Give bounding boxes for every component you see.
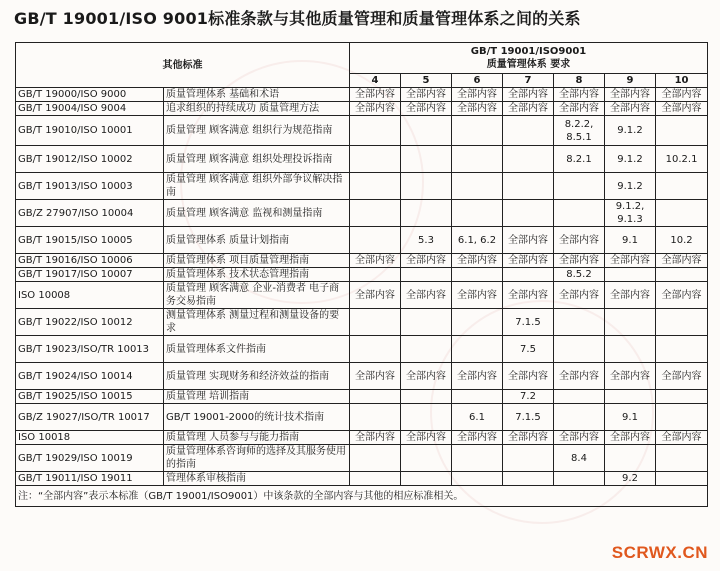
standard-code: GB/T 19025/ISO 10015 <box>16 390 164 404</box>
clause-cell <box>350 227 401 254</box>
clause-cell: 全部内容 <box>350 363 401 390</box>
table-row <box>16 404 708 431</box>
clause-cell: 全部内容 <box>605 88 656 102</box>
clause-cell: 全部内容 <box>503 363 554 390</box>
table-row <box>16 116 708 146</box>
standard-code: GB/T 19029/ISO 10019 <box>16 445 164 472</box>
clause-cell: 全部内容 <box>656 282 708 309</box>
clause-cell <box>452 309 503 336</box>
clause-cell: 10.2 <box>656 227 708 254</box>
clause-cell: 全部内容 <box>605 254 656 268</box>
clause-cell <box>554 309 605 336</box>
clause-cell: 全部内容 <box>554 254 605 268</box>
clause-cell <box>452 472 503 486</box>
clause-cell <box>401 309 452 336</box>
clause-cell <box>350 404 401 431</box>
standard-name: 追求组织的持续成功 质量管理方法 <box>164 102 350 116</box>
clause-cell <box>656 173 708 200</box>
clause-cell: 9.2 <box>605 472 656 486</box>
standard-code: GB/T 19022/ISO 10012 <box>16 309 164 336</box>
clause-cell: 全部内容 <box>452 254 503 268</box>
standard-code: GB/T 19024/ISO 10014 <box>16 363 164 390</box>
clause-cell: 全部内容 <box>401 254 452 268</box>
clause-cell <box>503 200 554 227</box>
standard-code: GB/T 19017/ISO 10007 <box>16 268 164 282</box>
clause-cell <box>503 116 554 146</box>
clause-cell <box>401 445 452 472</box>
clause-cell: 7.1.5 <box>503 404 554 431</box>
clause-cell: 全部内容 <box>554 227 605 254</box>
clause-cell: 9.1.2, 9.1.3 <box>605 200 656 227</box>
clause-cell <box>452 200 503 227</box>
clause-cell: 全部内容 <box>554 102 605 116</box>
other-standard-header: 其他标准 <box>16 43 350 88</box>
clause-cell <box>656 404 708 431</box>
clause-cell <box>656 336 708 363</box>
standard-name: 质量管理 人员参与与能力指南 <box>164 431 350 445</box>
clause-cell <box>656 200 708 227</box>
clause-cell <box>350 336 401 363</box>
table-row <box>16 431 708 445</box>
clause-cell: 8.4 <box>554 445 605 472</box>
table-row <box>16 254 708 268</box>
clause-cell <box>350 309 401 336</box>
clause-cell <box>350 173 401 200</box>
clause-cell: 全部内容 <box>605 102 656 116</box>
standard-code: GB/T 19000/ISO 9000 <box>16 88 164 102</box>
clause-cell <box>350 268 401 282</box>
clause-cell: 全部内容 <box>401 363 452 390</box>
clause-cell <box>605 445 656 472</box>
clause-cell <box>656 390 708 404</box>
clause-cell: 全部内容 <box>503 431 554 445</box>
clause-cell <box>452 390 503 404</box>
clause-cell <box>554 390 605 404</box>
clause-header-8: 8 <box>554 74 605 88</box>
standard-code: GB/T 19004/ISO 9004 <box>16 102 164 116</box>
clause-header-4: 4 <box>350 74 401 88</box>
clause-cell: 全部内容 <box>503 102 554 116</box>
clause-cell <box>401 173 452 200</box>
clause-cell: 8.5.2 <box>554 268 605 282</box>
clause-cell: 7.5 <box>503 336 554 363</box>
clause-cell <box>503 268 554 282</box>
clause-cell <box>656 445 708 472</box>
clause-cell: 全部内容 <box>350 254 401 268</box>
clause-cell <box>452 146 503 173</box>
clause-cell: 全部内容 <box>554 88 605 102</box>
clause-cell <box>401 268 452 282</box>
clause-cell <box>401 200 452 227</box>
standard-name: 质量管理 实现财务和经济效益的指南 <box>164 363 350 390</box>
standard-name: 质量管理体系 技术状态管理指南 <box>164 268 350 282</box>
clause-cell <box>350 200 401 227</box>
clause-cell: 全部内容 <box>452 88 503 102</box>
clause-cell <box>452 173 503 200</box>
clause-cell: 全部内容 <box>452 363 503 390</box>
standard-code: GB/T 19010/ISO 10001 <box>16 116 164 146</box>
standards-table <box>15 42 708 507</box>
clause-cell <box>503 146 554 173</box>
clause-cell <box>503 173 554 200</box>
table-row <box>16 390 708 404</box>
clause-cell: 9.1.2 <box>605 173 656 200</box>
clause-cell <box>350 472 401 486</box>
clause-cell <box>554 173 605 200</box>
standard-name: 质量管理体系 质量计划指南 <box>164 227 350 254</box>
clause-cell <box>605 390 656 404</box>
clause-cell <box>401 472 452 486</box>
clause-cell <box>452 336 503 363</box>
table-row <box>16 363 708 390</box>
clause-cell: 5.3 <box>401 227 452 254</box>
clause-cell: 全部内容 <box>401 102 452 116</box>
clause-cell <box>452 268 503 282</box>
standard-code: GB/Z 27907/ISO 10004 <box>16 200 164 227</box>
clause-cell: 全部内容 <box>656 363 708 390</box>
clause-header-7: 7 <box>503 74 554 88</box>
clause-cell: 9.1 <box>605 404 656 431</box>
clause-cell: 9.1 <box>605 227 656 254</box>
clause-cell <box>554 472 605 486</box>
clause-cell: 全部内容 <box>554 282 605 309</box>
clause-cell <box>452 116 503 146</box>
clause-cell: 全部内容 <box>350 88 401 102</box>
standard-name: 质量管理体系咨询师的选择及其服务使用的指南 <box>164 445 350 472</box>
clause-cell: 9.1.2 <box>605 146 656 173</box>
standard-code: GB/T 19023/ISO/TR 10013 <box>16 336 164 363</box>
standard-name: 质量管理 培训指南 <box>164 390 350 404</box>
clause-cell <box>554 200 605 227</box>
standard-code: GB/T 19013/ISO 10003 <box>16 173 164 200</box>
table-row <box>16 268 708 282</box>
clause-cell: 7.1.5 <box>503 309 554 336</box>
standard-name: 质量管理体系 项目质量管理指南 <box>164 254 350 268</box>
clause-cell: 全部内容 <box>401 88 452 102</box>
table-row <box>16 445 708 472</box>
clause-cell: 全部内容 <box>605 431 656 445</box>
table-row <box>16 227 708 254</box>
clause-cell: 全部内容 <box>452 431 503 445</box>
clause-cell <box>350 390 401 404</box>
standard-name: 质量管理 顾客满意 组织行为规范指南 <box>164 116 350 146</box>
clause-cell <box>401 336 452 363</box>
table-row <box>16 282 708 309</box>
clause-cell: 全部内容 <box>554 363 605 390</box>
standard-code: GB/T 19011/ISO 19011 <box>16 472 164 486</box>
clause-cell: 全部内容 <box>554 431 605 445</box>
clause-cell <box>401 404 452 431</box>
standard-name: 管理体系审核指南 <box>164 472 350 486</box>
clause-cell <box>401 390 452 404</box>
standard-code: GB/T 19016/ISO 10006 <box>16 254 164 268</box>
standard-code: GB/T 19012/ISO 10002 <box>16 146 164 173</box>
clause-cell <box>350 445 401 472</box>
clause-cell: 全部内容 <box>401 431 452 445</box>
page-title: GB/T 19001/ISO 9001标准条款与其他质量管理和质量管理体系之间的关系 <box>14 9 581 28</box>
iso9001-group-header <box>350 43 708 74</box>
clause-cell: 全部内容 <box>656 102 708 116</box>
standard-code: ISO 10008 <box>16 282 164 309</box>
clause-cell: 全部内容 <box>503 88 554 102</box>
clause-cell <box>401 116 452 146</box>
standard-name: 质量管理 顾客满意 监视和测量指南 <box>164 200 350 227</box>
table-row <box>16 102 708 116</box>
standard-name: 测量管理体系 测量过程和测量设备的要求 <box>164 309 350 336</box>
clause-cell <box>656 472 708 486</box>
table-row <box>16 173 708 200</box>
table-row <box>16 309 708 336</box>
standard-name: 质量管理体系 基础和术语 <box>164 88 350 102</box>
clause-cell: 6.1, 6.2 <box>452 227 503 254</box>
group-line-1: GB/T 19001/ISO9001 <box>470 46 587 57</box>
clause-cell: 7.2 <box>503 390 554 404</box>
clause-cell <box>656 116 708 146</box>
clause-cell <box>350 146 401 173</box>
clause-cell: 9.1.2 <box>605 116 656 146</box>
clause-cell: 8.2.1 <box>554 146 605 173</box>
clause-header-10: 10 <box>656 74 708 88</box>
clause-cell: 全部内容 <box>605 282 656 309</box>
table-row <box>16 146 708 173</box>
clause-header-9: 9 <box>605 74 656 88</box>
clause-cell <box>503 472 554 486</box>
clause-cell <box>605 309 656 336</box>
standard-name: 质量管理 顾客满意 组织外部争议解决指南 <box>164 173 350 200</box>
clause-cell <box>554 404 605 431</box>
standard-code: GB/Z 19027/ISO/TR 10017 <box>16 404 164 431</box>
standard-name: GB/T 19001-2000的统计技术指南 <box>164 404 350 431</box>
clause-cell: 全部内容 <box>401 282 452 309</box>
clause-cell: 全部内容 <box>503 227 554 254</box>
table-row <box>16 472 708 486</box>
clause-cell: 全部内容 <box>350 282 401 309</box>
clause-cell <box>605 336 656 363</box>
table-row <box>16 336 708 363</box>
table-row <box>16 88 708 102</box>
clause-cell: 全部内容 <box>350 431 401 445</box>
clause-cell <box>452 445 503 472</box>
clause-cell: 全部内容 <box>503 282 554 309</box>
clause-cell <box>656 309 708 336</box>
clause-cell: 8.2.2, 8.5.1 <box>554 116 605 146</box>
clause-cell: 全部内容 <box>452 102 503 116</box>
clause-cell: 10.2.1 <box>656 146 708 173</box>
standard-name: 质量管理 顾客满意 组织处理投诉指南 <box>164 146 350 173</box>
standard-name: 质量管理体系文件指南 <box>164 336 350 363</box>
table-row <box>16 200 708 227</box>
clause-cell: 全部内容 <box>503 254 554 268</box>
clause-cell: 全部内容 <box>350 102 401 116</box>
clause-cell <box>605 268 656 282</box>
clause-cell <box>656 268 708 282</box>
standard-code: ISO 10018 <box>16 431 164 445</box>
standard-code: GB/T 19015/ISO 10005 <box>16 227 164 254</box>
clause-cell: 全部内容 <box>656 254 708 268</box>
clause-cell <box>401 146 452 173</box>
clause-cell <box>503 445 554 472</box>
group-line-2: 质量管理体系 要求 <box>486 59 571 70</box>
site-logo: SCRWX.CN <box>611 543 708 562</box>
table-note: 注：“全部内容”表示本标准（GB/T 19001/ISO9001）中该条款的全部内容与其他的相应标准相关。 <box>16 486 708 507</box>
clause-header-5: 5 <box>401 74 452 88</box>
standard-name: 质量管理 顾客满意 企业-消费者 电子商务交易指南 <box>164 282 350 309</box>
clause-header-6: 6 <box>452 74 503 88</box>
clause-cell <box>554 336 605 363</box>
clause-cell: 全部内容 <box>452 282 503 309</box>
clause-cell: 全部内容 <box>605 363 656 390</box>
clause-cell <box>350 116 401 146</box>
clause-cell: 全部内容 <box>656 88 708 102</box>
clause-cell: 6.1 <box>452 404 503 431</box>
clause-cell: 全部内容 <box>656 431 708 445</box>
